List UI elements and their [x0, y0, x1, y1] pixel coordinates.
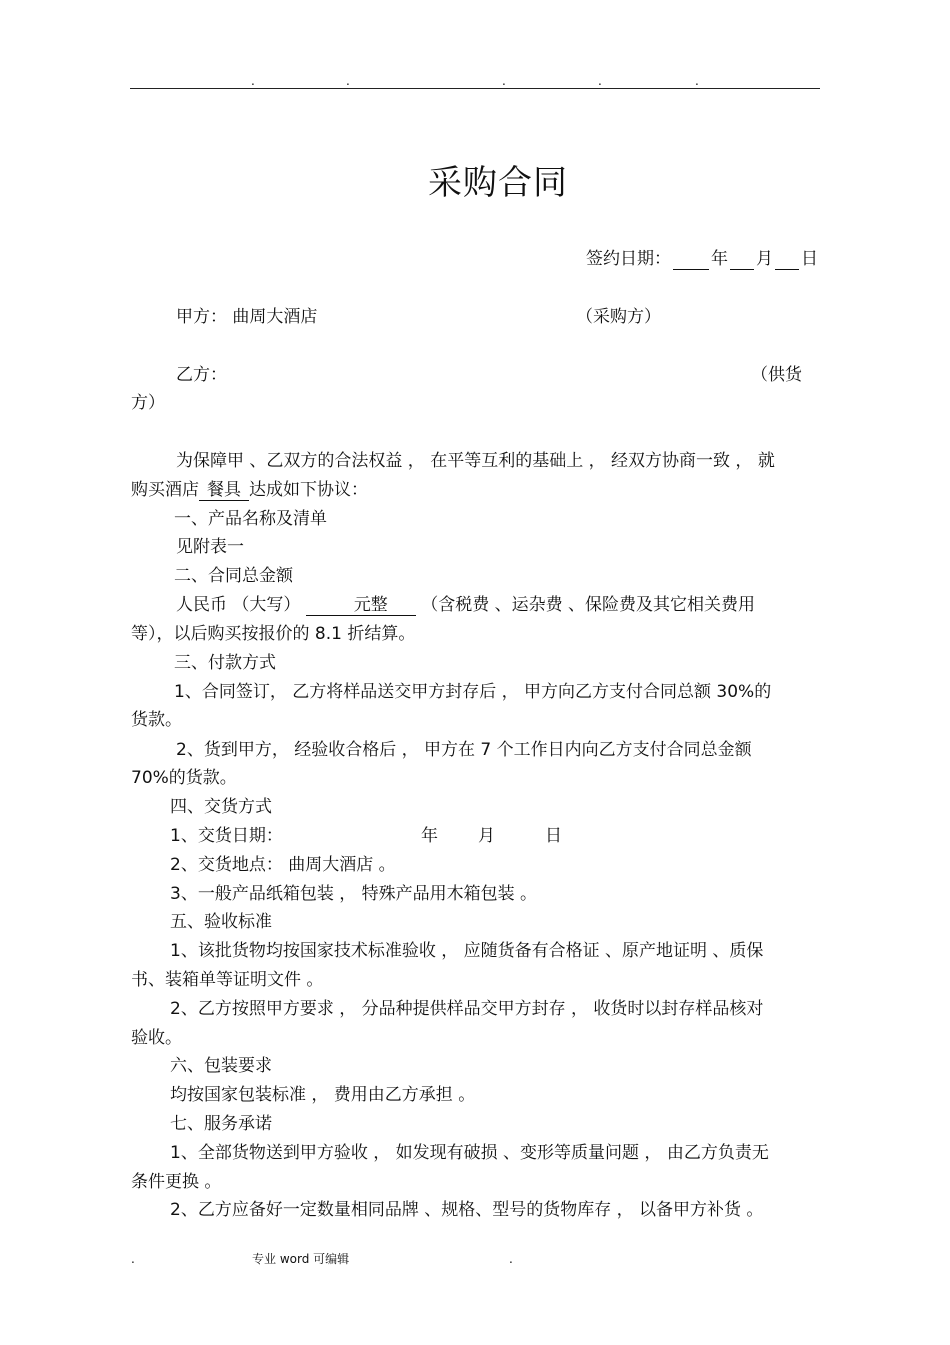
section-5-title: 五、验收标准 [170, 912, 272, 932]
party-b-label: 乙方： [176, 365, 227, 385]
section-3-title: 三、付款方式 [174, 653, 276, 673]
footer-dot-right: . [509, 1252, 513, 1266]
section-7-p1-line-1: 1、全部货物送到甲方验收 ， 如发现有破损 、变形等质量问题 ， 由乙方负责无 [170, 1143, 769, 1163]
section-1-title: 一、产品名称及清单 [174, 509, 327, 529]
section-2-line-2: 等），以后购买按报价的 8.1 折结算。 [131, 624, 416, 644]
party-b-role-cont: 方） [131, 393, 165, 413]
section-3-p1-line-2: 货款。 [131, 710, 182, 730]
year-blank [673, 251, 709, 270]
section-3-p2-line-2: 70%的货款。 [131, 768, 237, 788]
sign-date-month: 月 [756, 249, 773, 269]
party-a [176, 306, 317, 328]
section-1-text: 见附表一 [176, 537, 244, 557]
document-title: 采购合同 [428, 163, 568, 203]
section-7-p2-line-1: 2、乙方应备好一定数量相同品牌 、规格、型号的货物库存 ， 以备甲方补货 。 [170, 1200, 764, 1220]
sign-date-label: 签约日期： [586, 249, 671, 269]
sign-date [586, 248, 818, 270]
party-a-role: （采购方） [576, 307, 661, 327]
section-5-p1-line-2: 书、装箱单等证明文件 。 [131, 970, 324, 990]
sign-date-day: 日 [801, 249, 818, 269]
footer-text: 专业 word 可编辑 [252, 1252, 350, 1266]
header-dot: . [251, 74, 255, 88]
section-5-p2-line-1: 2、乙方按照甲方要求 ， 分品种提供样品交甲方封存 ， 收货时以封存样品核对 [170, 999, 764, 1019]
party-a-label: 甲方： [176, 307, 227, 327]
header-rule [130, 88, 820, 89]
delivery-packing: 3、一般产品纸箱包装 ， 特殊产品用木箱包装 。 [170, 884, 538, 904]
section-2-amount-line: 人民币 （大写） 元整 （含税费 、运杂费 、保险费及其它相关费用 [176, 595, 756, 615]
total-amount: 元整 [306, 595, 416, 616]
section-2-title: 二、合同总金额 [174, 566, 293, 586]
party-b-role: （供货 [751, 365, 802, 385]
day-blank [775, 251, 799, 270]
section-3-p1-line-1: 1、合同签订， 乙方将样品送交甲方封存后 ， 甲方向乙方支付合同总额 30%的 [174, 682, 772, 702]
product-name: 餐具 [199, 480, 249, 501]
section-7-p1-line-2: 条件更换 。 [131, 1172, 222, 1192]
header-dot: . [502, 74, 506, 88]
section-6-title: 六、包装要求 [170, 1056, 272, 1076]
party-a-name: 曲周大酒店 [232, 307, 318, 327]
section-7-title: 七、服务承诺 [170, 1114, 272, 1134]
section-4-title: 四、交货方式 [170, 797, 272, 817]
sign-date-year: 年 [711, 249, 728, 269]
section-3-p2-line-1: 2、货到甲方， 经验收合格后 ， 甲方在 7 个工作日内向乙方支付合同总金额 [176, 740, 752, 760]
header-dot: . [695, 74, 699, 88]
header-dot: . [346, 74, 350, 88]
delivery-date-month: 月 [478, 826, 495, 846]
delivery-date-day: 日 [545, 826, 562, 846]
section-5-p2-line-2: 验收。 [131, 1028, 182, 1048]
header-dot: . [598, 74, 602, 88]
intro-line-2: 购买酒店 餐具 达成如下协议： [131, 480, 368, 500]
delivery-place: 2、交货地点： 曲周大酒店 。 [170, 855, 396, 875]
delivery-date-year: 年 [421, 826, 438, 846]
section-5-p1-line-1: 1、该批货物均按国家技术标准验收 ， 应随货备有合格证 、原产地证明 、质保 [170, 941, 764, 961]
month-blank [730, 251, 754, 270]
section-6-text: 均按国家包装标准 ， 费用由乙方承担 。 [170, 1085, 476, 1105]
footer-dot-left: . [131, 1252, 135, 1266]
delivery-date-label: 1、交货日期： [170, 826, 283, 846]
intro-line-1: 为保障甲 、乙双方的合法权益 ， 在平等互利的基础上 ， 经双方协商一致 ， 就 [176, 451, 775, 471]
